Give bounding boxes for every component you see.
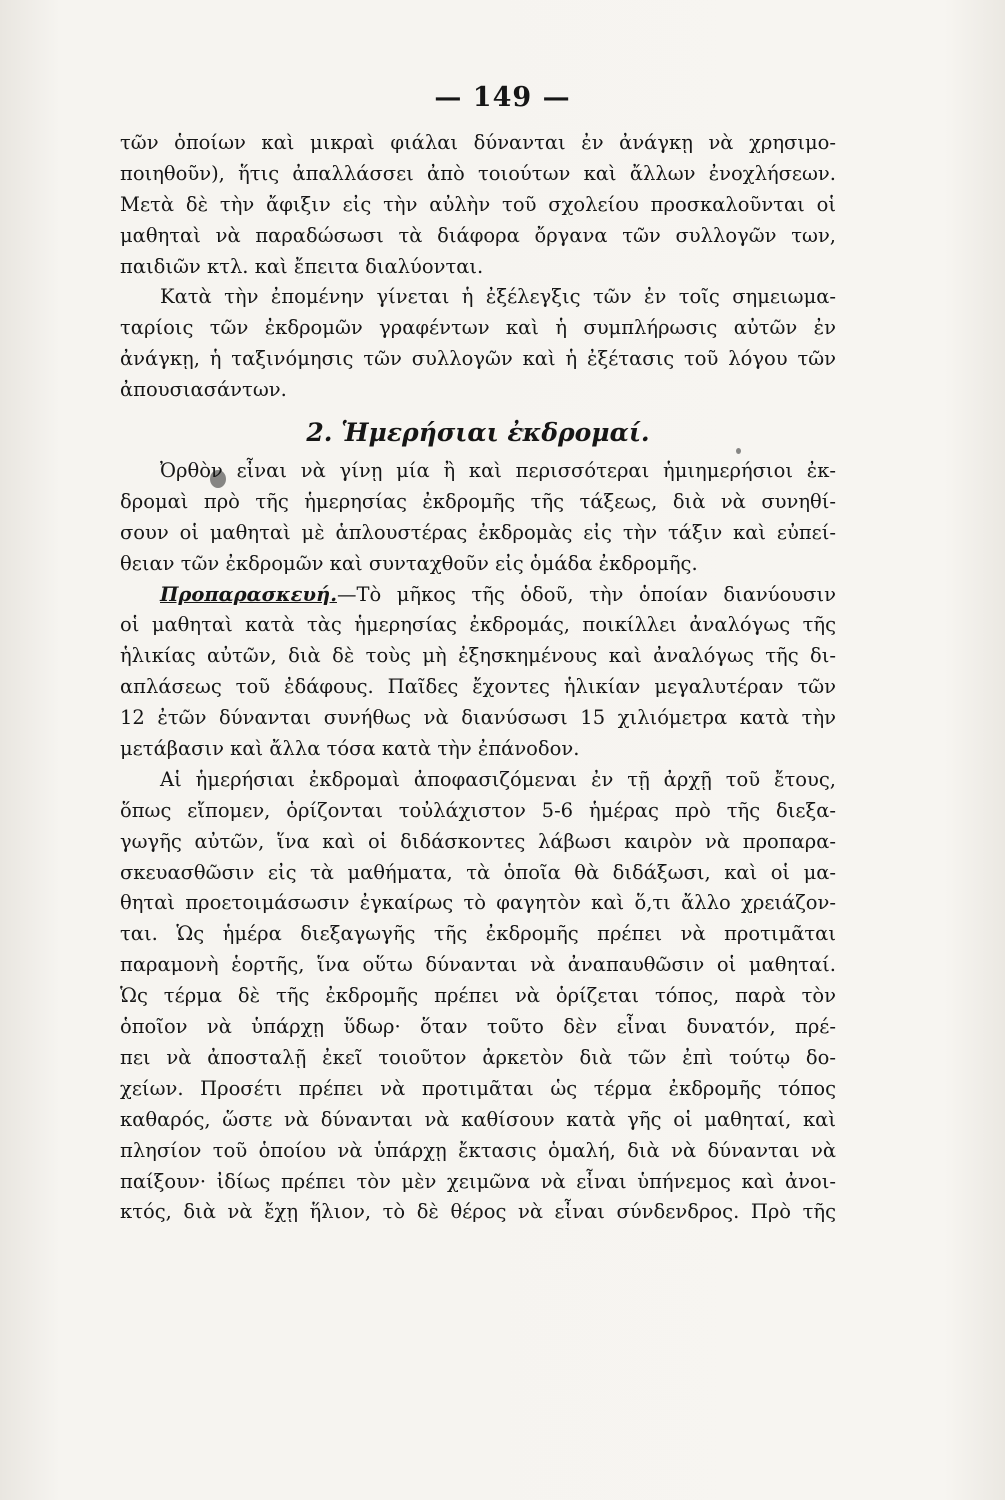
text-line: ἀπουσιασάντων. xyxy=(120,378,287,402)
text-line: ταρίοις τῶν ἐκδρομῶν γραφέντων καὶ ἡ συμπλήρωσις αὐτῶν ἐν xyxy=(120,316,836,340)
text-line: ὁποῖον νὰ ὑπάρχῃ ὕδωρ· ὅταν τοῦτο δὲν εἶναι δυνατόν, πρέ- xyxy=(120,1015,836,1039)
text-line: δρομαὶ πρὸ τῆς ἡμερησίας ἐκδρομῆς τῆς τάξεως, διὰ νὰ συνηθί- xyxy=(120,489,836,513)
paragraph xyxy=(120,456,836,580)
text-line: παιδιῶν κτλ. καὶ ἔπειτα διαλύονται. xyxy=(120,254,484,278)
text-line: τῶν ὁποίων καὶ μικραὶ φιάλαι δύνανται ἐν ἀνάγκῃ νὰ χρησιμο- xyxy=(120,131,836,154)
text-line: μετάβασιν καὶ ἄλλα τόσα κατὰ τὴν ἐπάνοδον. xyxy=(120,737,580,761)
text-line: ποιηθοῦν), ἥτις ἀπαλλάσσει ἀπὸ τοιούτων καὶ ἄλλων ἐνοχλήσεων. xyxy=(120,161,836,185)
text-line: σουν οἱ μαθηταὶ μὲ ἁπλουστέρας ἐκδρομὰς εἰς τὴν τάξιν καὶ εὐπεί- xyxy=(120,520,836,544)
section-heading: 2. Ἡμερήσιαι ἐκδρομαί. xyxy=(306,418,650,448)
text-line: ἀνάγκῃ, ἡ ταξινόμησις τῶν συλλογῶν καὶ ἡ ἐξέτασις τοῦ λόγου τῶν xyxy=(120,347,836,371)
text-line: 12 ἐτῶν δύνανται συνήθως νὰ διανύσωσι 15 χιλιόμετρα κατὰ τὴν xyxy=(120,706,836,730)
run-in-heading: Προπαρασκευή. xyxy=(160,582,337,606)
text-line: Αἱ ἡμερήσιαι ἐκδρομαὶ ἀποφασιζόμεναι ἐν τῇ ἀρχῇ τοῦ ἔτους, xyxy=(160,767,836,791)
text-line: καθαρός, ὥστε νὰ δύνανται νὰ καθίσουν κατὰ γῆς οἱ μαθηταί, καὶ xyxy=(120,1107,836,1131)
text-line: σκευασθῶσιν εἰς τὰ μαθήματα, τὰ ὁποῖα θὰ διδάξωσι, καὶ οἱ μα- xyxy=(120,860,836,884)
text-span: —Τὸ μῆκος τῆς ὁδοῦ, τὴν ὁποίαν διανύουσιν xyxy=(337,582,836,606)
text-line: Κατὰ τὴν ἐπομένην γίνεται ἡ ἐξέλεγξις τῶν ἐν τοῖς σημειωμα- xyxy=(160,285,836,309)
text-line: χείων. Προσέτι πρέπει νὰ προτιμᾶται ὡς τέρμα ἐκδρομῆς τόπος xyxy=(120,1076,836,1100)
text-line: Ὡς τέρμα δὲ τῆς ἐκδρομῆς πρέπει νὰ ὁρίζεται τόπος, παρὰ τὸν xyxy=(120,984,836,1008)
text-line: ται. Ὡς ἡμέρα διεξαγωγῆς τῆς ἐκδρομῆς πρέπει νὰ προτιμᾶται xyxy=(120,922,836,946)
text-line: Μετὰ δὲ τὴν ἄφιξιν εἰς τὴν αὐλὴν τοῦ σχολείου προσκαλοῦνται οἱ xyxy=(120,192,836,216)
text-line: ὅπως εἴπομεν, ὁρίζονται τοὐλάχιστον 5-6 ἡμέρας πρὸ τῆς διεξα- xyxy=(120,798,836,822)
text-line: μαθηταὶ νὰ παραδώσωσι τὰ διάφορα ὄργανα τῶν συλλογῶν των, xyxy=(120,223,836,247)
text-line xyxy=(120,580,836,611)
text-line: οἱ μαθηταὶ κατὰ τὰς ἡμερησίας ἐκδρομάς, ποικίλλει ἀναλόγως τῆς xyxy=(120,613,836,637)
text-line: ἡλικίας αὐτῶν, διὰ δὲ τοὺς μὴ ἐξησκημένους καὶ ἀναλόγως τῆς δι- xyxy=(120,644,836,668)
text-line: θειαν τῶν ἐκδρομῶν καὶ συνταχθοῦν εἰς ὁμάδα ἐκδρομῆς. xyxy=(120,551,698,575)
paragraph xyxy=(120,128,836,282)
text-line: κτός, διὰ νὰ ἔχῃ ἥλιον, τὸ δὲ θέρος νὰ εἶναι σύνδενδρος. Πρὸ τῆς xyxy=(120,1200,836,1224)
paragraph xyxy=(120,580,836,765)
text-line: θηταὶ προετοιμάσωσιν ἐγκαίρως τὸ φαγητὸν καὶ ὅ,τι ἄλλο χρειάζον- xyxy=(120,891,836,915)
text-line: παίξουν· ἰδίως πρέπει τὸν μὲν χειμῶνα νὰ εἶναι ὑπήνεμος καὶ ἀνοι- xyxy=(120,1169,836,1193)
text-line: Ὀρθὸν εἶναι νὰ γίνῃ μία ἢ καὶ περισσότεραι ἡμιημερήσιοι ἐκ- xyxy=(160,459,836,483)
text-line: πει νὰ ἀποσταλῇ ἐκεῖ τοιοῦτον ἀρκετὸν διὰ τῶν ἐπὶ τούτῳ δο- xyxy=(120,1045,836,1069)
text-line: πλησίον τοῦ ὁποίου νὰ ὑπάρχῃ ἔκτασις ὁμαλή, διὰ νὰ δύνανται νὰ xyxy=(120,1138,836,1162)
paragraph xyxy=(120,282,836,406)
paragraph xyxy=(120,765,836,1228)
text-line: γωγῆς αὐτῶν, ἵνα καὶ οἱ διδάσκοντες λάβωσι καιρὸν νὰ προπαρα- xyxy=(120,829,836,853)
page-body xyxy=(120,128,836,1228)
page-number: — 149 — xyxy=(434,82,571,113)
text-line: απλάσεως τοῦ ἐδάφους. Παῖδες ἔχοντες ἡλικίαν μεγαλυτέραν τῶν xyxy=(120,675,836,699)
text-line: παραμονὴ ἑορτῆς, ἵνα οὕτω δύνανται νὰ ἀναπαυθῶσιν οἱ μαθηταί. xyxy=(120,953,836,977)
